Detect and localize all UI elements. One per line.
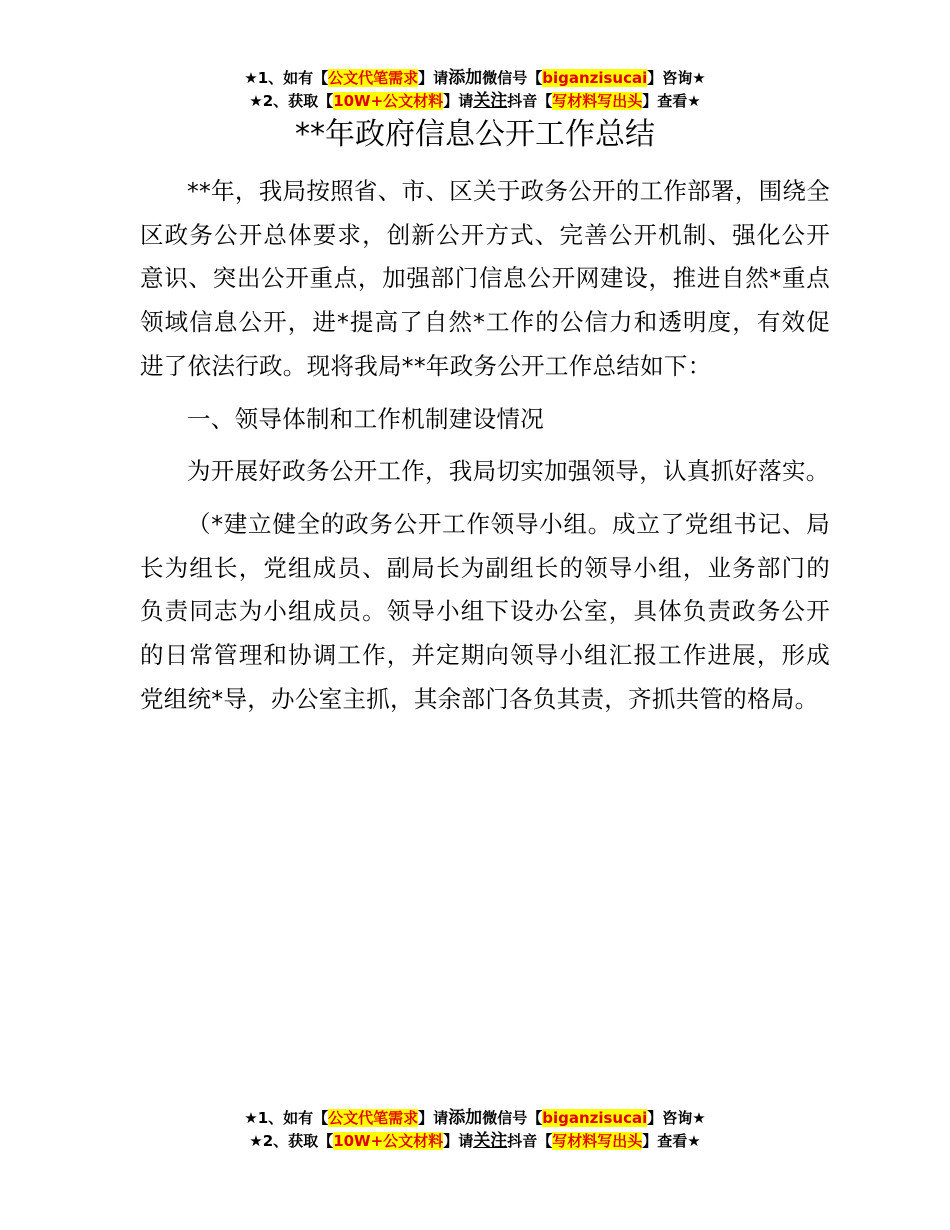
banner-highlight: 写材料写出头: [552, 1132, 643, 1150]
paragraph-intro: **年，我局按照省、市、区关于政务公开的工作部署，围绕全区政务公开总体要求，创新公开方式、完善公开机制、强化公开意识、突出公开重点，加强部门信息公开网建设，推进自然*重点领域信息公开，进*提高了自然*工作的公信力和透明度，有效促进了依法行政。现将我局**年政务公开工作总结如下：: [140, 177, 830, 380]
bottom-banner: [0, 1107, 950, 1153]
paragraph: 为开展好政务公开工作，我局切实加强领导，认真抓好落实。: [187, 457, 830, 486]
banner-line-1: [0, 67, 950, 90]
paragraph: （*建立健全的政务公开工作领导小组。成立了党组书记、局长为组长，党组成员、副局长为副组长的领导小组，业务部门的负责同志为小组成员。领导小组下设办公室，具体负责政务公开的日常管理和协调工作，并定期向领导小组汇报工作进展，形成党组统*导，办公室主抓，其余部门各负其责，齐抓共管的格局。: [140, 509, 830, 713]
banner-text: ★1、如有【: [244, 69, 329, 87]
banner-text: 】咨询★: [647, 1109, 706, 1127]
banner-line-2: [0, 90, 950, 113]
banner-text: 微信号【: [482, 1109, 543, 1127]
banner-line-2: [0, 1130, 950, 1153]
banner-emphasis: 添加: [448, 1108, 483, 1128]
banner-highlight: 公文代笔需求: [328, 1109, 419, 1127]
banner-text: 】请: [443, 92, 474, 110]
banner-text: 抖音【: [507, 92, 553, 110]
banner-line-1: [0, 1107, 950, 1130]
section-heading: 一、领导体制和工作机制建设情况: [187, 404, 544, 433]
banner-text: 】查看★: [642, 1132, 701, 1150]
top-banner: [0, 67, 950, 113]
banner-text: 】查看★: [642, 92, 701, 110]
banner-text: 】咨询★: [647, 69, 706, 87]
banner-highlight: biganzisucai: [542, 69, 648, 87]
document-body: [140, 170, 830, 730]
banner-text: 】请: [443, 1132, 474, 1150]
banner-text: ★2、获取【: [249, 1132, 334, 1150]
banner-text: ★2、获取【: [249, 92, 334, 110]
banner-emphasis: 关注: [473, 91, 508, 111]
banner-emphasis: 添加: [448, 68, 483, 88]
banner-highlight: 公文代笔需求: [328, 69, 419, 87]
banner-text: 】请: [418, 69, 449, 87]
banner-highlight: 写材料写出头: [552, 92, 643, 110]
banner-text: ★1、如有【: [244, 1109, 329, 1127]
banner-text: 抖音【: [507, 1132, 553, 1150]
banner-highlight: 10W+公文材料: [333, 92, 444, 110]
banner-highlight: 10W+公文材料: [333, 1132, 444, 1150]
banner-highlight: biganzisucai: [542, 1109, 648, 1127]
document-title: **年政府信息公开工作总结: [295, 117, 655, 152]
banner-text: 】请: [418, 1109, 449, 1127]
banner-emphasis: 关注: [473, 1131, 508, 1151]
banner-text: 微信号【: [482, 69, 543, 87]
